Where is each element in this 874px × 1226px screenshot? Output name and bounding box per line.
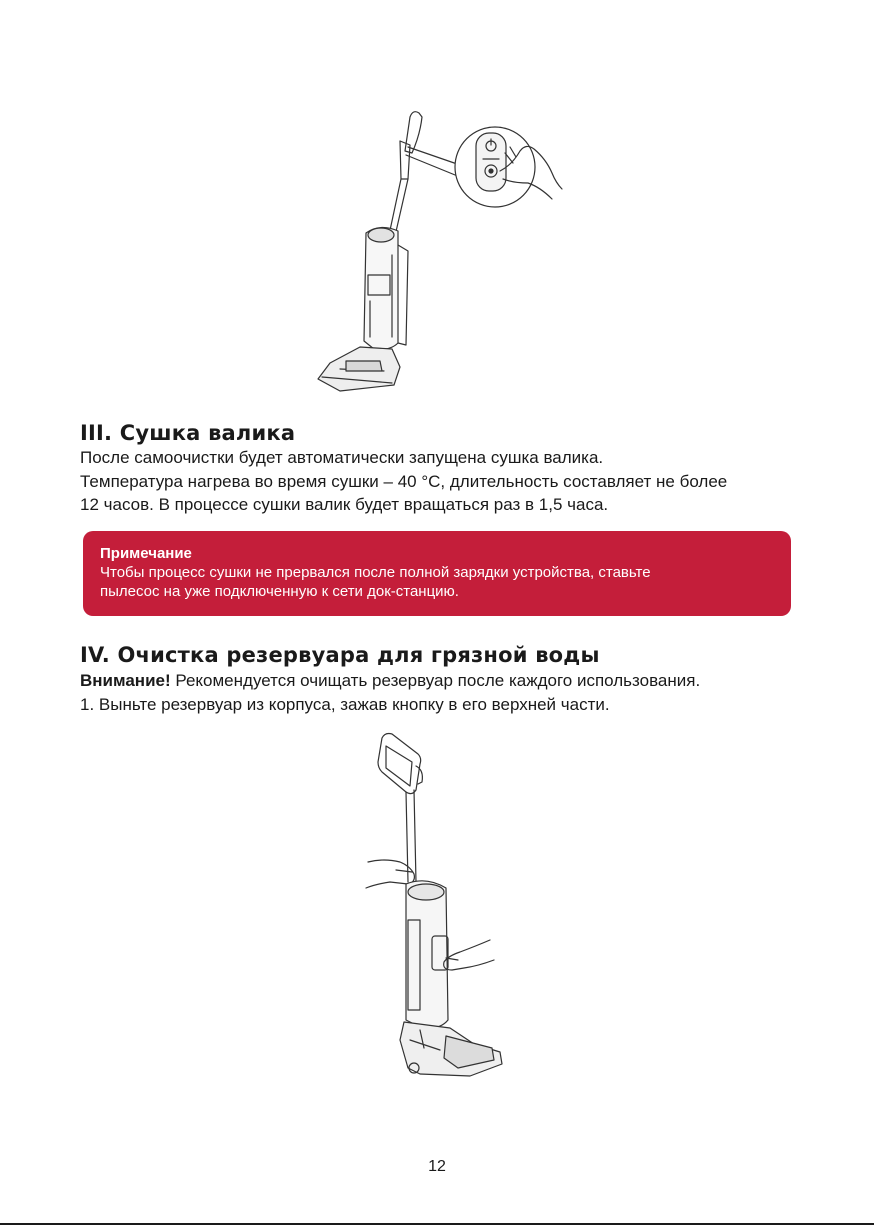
note-callout <box>83 531 791 616</box>
section-iii-heading: III. Сушка валика <box>80 421 296 445</box>
section-iii-line: Температура нагрева во время сушки – 40 °С, длительность составляет не более <box>80 471 728 491</box>
remove-dirty-water-tank-illustration <box>360 730 520 1080</box>
page-number: 12 <box>428 1158 446 1175</box>
note-line: Чтобы процесс сушки не прервался после полной зарядки устройства, ставьте <box>100 564 651 581</box>
section-iii-line: 12 часов. В процессе сушки валик будет вращаться раз в 1,5 часа. <box>80 495 609 514</box>
bottom-rule <box>0 1223 874 1225</box>
step-1-text: 1. Выньте резервуар из корпуса, зажав кнопку в его верхней части. <box>80 694 610 714</box>
section-iv-heading: IV. Очистка резервуара для грязной воды <box>80 643 600 667</box>
section-iv-text <box>80 669 790 716</box>
note-line: пылесос на уже подключенную к сети док-станцию. <box>100 583 459 600</box>
section-iii-line: После самоочистки будет автоматически запущена сушка валика. <box>80 448 604 467</box>
warning-text: Рекомендуется очищать резервуар после каждого использования. <box>170 671 701 690</box>
warning-label: Внимание! <box>80 671 171 690</box>
vacuum-self-clean-button-illustration <box>300 105 575 405</box>
note-title: Примечание <box>100 545 192 562</box>
section-iii-text <box>80 446 790 517</box>
